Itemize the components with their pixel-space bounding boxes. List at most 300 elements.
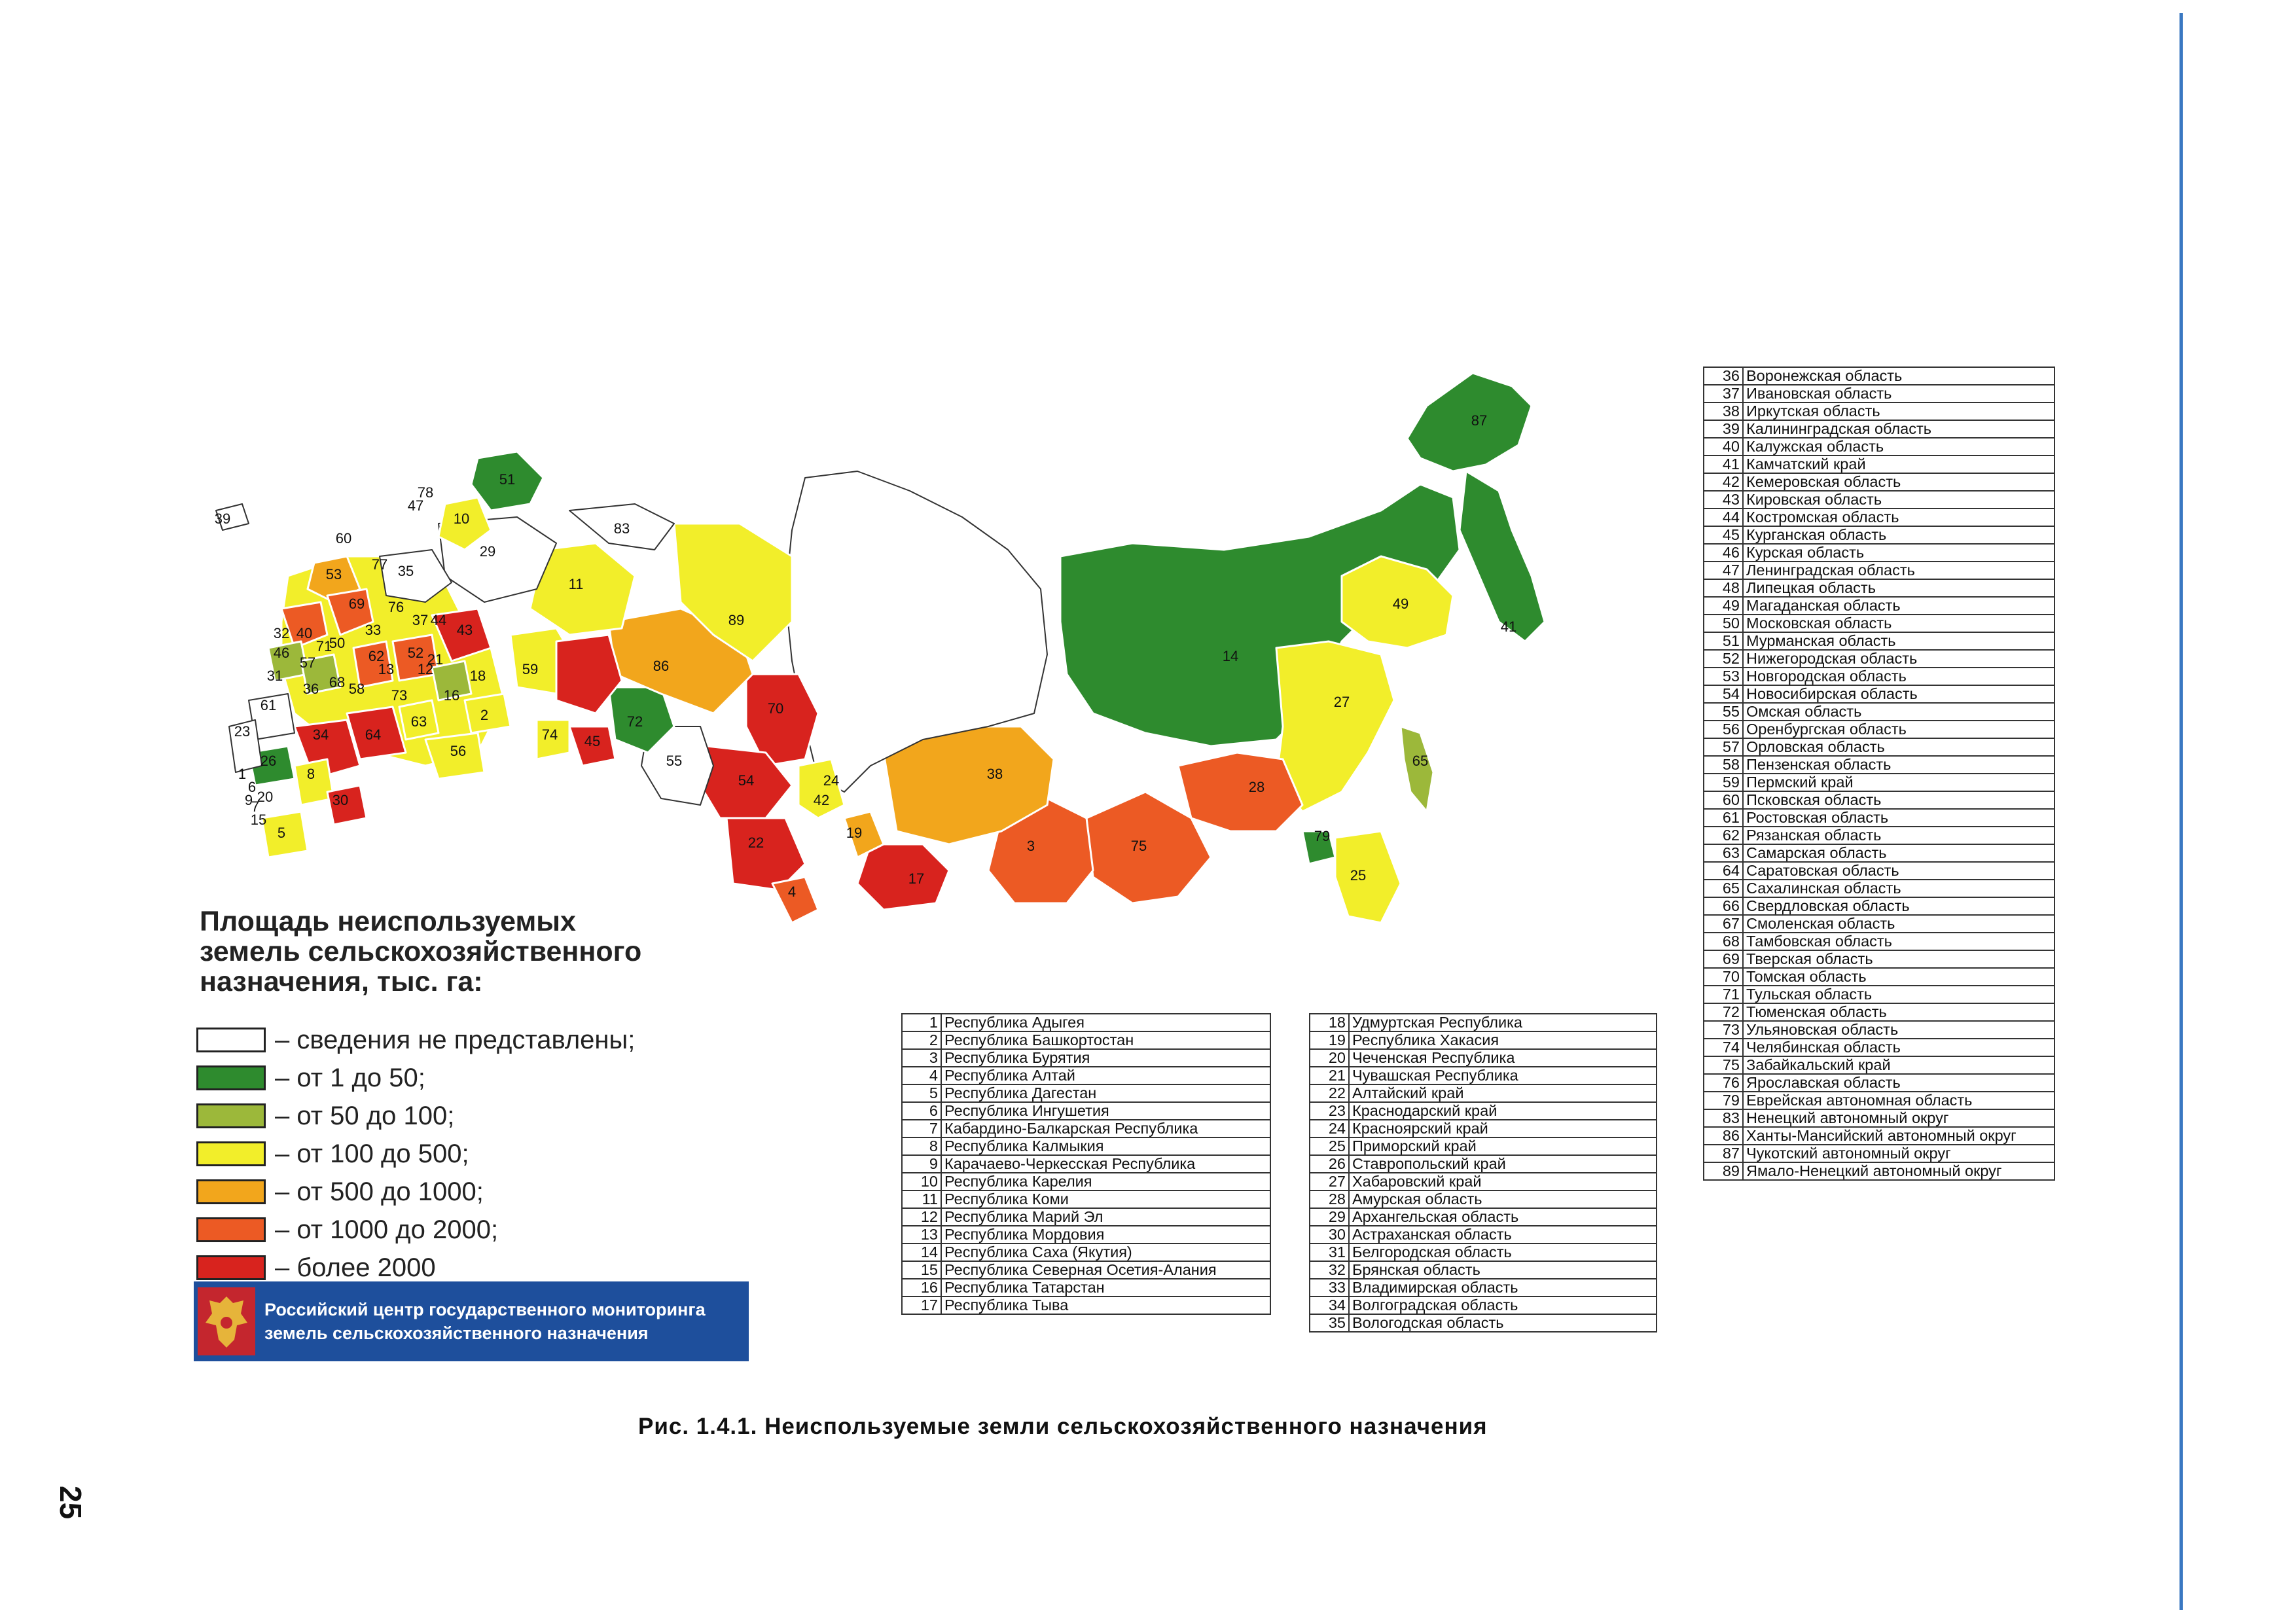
- region-number: 30: [1310, 1226, 1349, 1243]
- region-name: Алтайский край: [1349, 1084, 1657, 1102]
- region-number: 64: [1704, 862, 1743, 880]
- table-row: [1704, 1127, 2054, 1145]
- region-number: 31: [1310, 1243, 1349, 1261]
- region-name: Ямало-Ненецкий автономный округ: [1743, 1162, 2054, 1180]
- map-region-label: 64: [365, 726, 382, 743]
- table-row: [1704, 915, 2054, 933]
- region-name: Ханты-Мансийский автономный округ: [1743, 1127, 2054, 1145]
- figure-caption: Рис. 1.4.1. Неиспользуемые земли сельскохозяйственного назначения: [638, 1414, 1488, 1439]
- map-region-label: 16: [443, 687, 460, 704]
- table-row: [902, 1049, 1270, 1067]
- table-row: [1704, 367, 2054, 385]
- table-row: [902, 1173, 1270, 1190]
- region-name: Республика Башкортостан: [941, 1031, 1270, 1049]
- region-name: Самарская область: [1743, 844, 2054, 862]
- map-region-label: 79: [1314, 828, 1331, 844]
- map-region-label: 22: [747, 834, 764, 851]
- region-name: Республика Северная Осетия-Алания: [941, 1261, 1270, 1279]
- table-row: [1704, 402, 2054, 420]
- region-number: 8: [902, 1137, 941, 1155]
- region-name: Приморский край: [1349, 1137, 1657, 1155]
- legend-list: [196, 1021, 635, 1287]
- map-region-label: 62: [368, 648, 385, 664]
- region-number: 45: [1704, 526, 1743, 544]
- table-row: [1704, 703, 2054, 721]
- table-row: [1310, 1243, 1657, 1261]
- region-name: Красноярский край: [1349, 1120, 1657, 1137]
- map-region-label: 63: [410, 713, 427, 730]
- table-row: [1310, 1155, 1657, 1173]
- map-region-label: 76: [387, 599, 404, 615]
- map-region-label: 11: [568, 576, 584, 592]
- region-number: 12: [902, 1208, 941, 1226]
- region-number: 72: [1704, 1003, 1743, 1021]
- region-number: 43: [1704, 491, 1743, 509]
- table-row: [1310, 1067, 1657, 1084]
- table-row: [1704, 385, 2054, 402]
- map-region-label: 26: [260, 753, 277, 769]
- region-number: 39: [1704, 420, 1743, 438]
- region-name: Забайкальский край: [1743, 1056, 2054, 1074]
- table-row: [1704, 1074, 2054, 1092]
- table-row: [902, 1014, 1270, 1031]
- map-region-label: 70: [767, 700, 784, 717]
- table-row: [902, 1190, 1270, 1208]
- region-name: Томская область: [1743, 968, 2054, 986]
- region-name: Чукотский автономный округ: [1743, 1145, 2054, 1162]
- table-row: [1704, 950, 2054, 968]
- map-region-label: 17: [908, 870, 925, 887]
- region-number: 59: [1704, 774, 1743, 791]
- legend-item: [196, 1059, 635, 1097]
- legend-swatch: [196, 1028, 266, 1052]
- map-region-label: 52: [407, 645, 424, 661]
- region-name: Ярославская область: [1743, 1074, 2054, 1092]
- region-number: 47: [1704, 562, 1743, 579]
- region-number: 14: [902, 1243, 941, 1261]
- region-number: 34: [1310, 1297, 1349, 1314]
- map-region-label: 78: [417, 484, 434, 501]
- map-region-label: 18: [469, 668, 486, 684]
- table-row: [1704, 1092, 2054, 1109]
- region-name: Кировская область: [1743, 491, 2054, 509]
- legend-swatch: [196, 1065, 266, 1090]
- legend-item: [196, 1173, 635, 1211]
- region-number: 60: [1704, 791, 1743, 809]
- region-number: 10: [902, 1173, 941, 1190]
- legend-title-line2: земель сельскохозяйственного: [200, 936, 642, 967]
- map-region-label: 54: [738, 772, 755, 789]
- region-number: 83: [1704, 1109, 1743, 1127]
- region-name: Еврейская автономная область: [1743, 1092, 2054, 1109]
- region-number: 17: [902, 1297, 941, 1314]
- organization-name-line1: Российский центр государственного мониторинга: [264, 1300, 706, 1319]
- region-name: Пермский край: [1743, 774, 2054, 791]
- region-name: Камчатский край: [1743, 456, 2054, 473]
- region-number: 5: [902, 1084, 941, 1102]
- legend-item: [196, 1211, 635, 1249]
- region-number: 68: [1704, 933, 1743, 950]
- region-name: Архангельская область: [1349, 1208, 1657, 1226]
- region-name: Рязанская область: [1743, 827, 2054, 844]
- legend-label: – от 50 до 100;: [275, 1101, 455, 1130]
- region-name: Хабаровский край: [1349, 1173, 1657, 1190]
- region-number: 51: [1704, 632, 1743, 650]
- region-name: Волгоградская область: [1349, 1297, 1657, 1314]
- table-row: [1704, 632, 2054, 650]
- map-region-label: 27: [1333, 694, 1350, 710]
- table-row: [1310, 1173, 1657, 1190]
- region-name: Республика Хакасия: [1349, 1031, 1657, 1049]
- region-name: Свердловская область: [1743, 897, 2054, 915]
- map-region-label: 58: [348, 681, 365, 697]
- region-name: Пензенская область: [1743, 756, 2054, 774]
- table-row: [1704, 491, 2054, 509]
- table-row: [1704, 668, 2054, 685]
- map-region-label: 24: [823, 772, 840, 789]
- region-name: Кабардино-Балкарская Республика: [941, 1120, 1270, 1137]
- table-row: [1704, 862, 2054, 880]
- region-number: 66: [1704, 897, 1743, 915]
- region-name: Вологодская область: [1349, 1314, 1657, 1332]
- table-row: [1310, 1137, 1657, 1155]
- table-row: [1310, 1314, 1657, 1332]
- region-number: 15: [902, 1261, 941, 1279]
- table-row: [1310, 1084, 1657, 1102]
- region-name: Орловская область: [1743, 738, 2054, 756]
- map-region-label: 40: [296, 625, 313, 641]
- map-region-label: 37: [412, 612, 429, 628]
- region-number: 27: [1310, 1173, 1349, 1190]
- region-number: 41: [1704, 456, 1743, 473]
- map-region-label: 49: [1392, 596, 1409, 612]
- region-name: Костромская область: [1743, 509, 2054, 526]
- region-number: 63: [1704, 844, 1743, 862]
- map-region-label: 56: [450, 743, 467, 759]
- map-region-label: 10: [453, 510, 470, 527]
- table-row: [1704, 544, 2054, 562]
- region-number: 86: [1704, 1127, 1743, 1145]
- table-row: [1704, 526, 2054, 544]
- region-name: Новгородская область: [1743, 668, 2054, 685]
- map-region-label: 34: [312, 726, 329, 743]
- map-region-label: 35: [397, 563, 414, 579]
- region-name: Иркутская область: [1743, 402, 2054, 420]
- legend-label: – от 100 до 500;: [275, 1139, 469, 1168]
- table-row: [1310, 1208, 1657, 1226]
- region-name: Ставропольский край: [1349, 1155, 1657, 1173]
- region-number: 36: [1704, 367, 1743, 385]
- table-row: [902, 1084, 1270, 1102]
- legend-swatch: [196, 1217, 266, 1242]
- legend-swatch: [196, 1141, 266, 1166]
- region-name: Республика Тыва: [941, 1297, 1270, 1314]
- table-row: [1704, 756, 2054, 774]
- table-row: [1310, 1014, 1657, 1031]
- table-row: [902, 1226, 1270, 1243]
- region-number: 33: [1310, 1279, 1349, 1297]
- organization-banner: [194, 1281, 749, 1361]
- map-region-label: 42: [813, 792, 830, 808]
- map-region-label: 28: [1248, 779, 1265, 795]
- map-region-label: 30: [332, 792, 349, 808]
- region-name: Нижегородская область: [1743, 650, 2054, 668]
- table-row: [1704, 562, 2054, 579]
- map-region-label: 86: [653, 658, 670, 674]
- table-row: [1704, 933, 2054, 950]
- region-number: 23: [1310, 1102, 1349, 1120]
- region-name: Мурманская область: [1743, 632, 2054, 650]
- region-table-3: [1703, 367, 2055, 1181]
- region-number: 32: [1310, 1261, 1349, 1279]
- legend-item: [196, 1021, 635, 1059]
- map-region-label: 14: [1222, 648, 1239, 664]
- table-row: [902, 1261, 1270, 1279]
- table-row: [1310, 1031, 1657, 1049]
- region-name: Республика Коми: [941, 1190, 1270, 1208]
- map-region-label: 12: [417, 661, 434, 677]
- region-name: Удмуртская Республика: [1349, 1014, 1657, 1031]
- table-row: [1704, 774, 2054, 791]
- region-number: 25: [1310, 1137, 1349, 1155]
- region-name: Калужская область: [1743, 438, 2054, 456]
- map-region-label: 61: [260, 697, 277, 713]
- table-row: [1704, 1021, 2054, 1039]
- region-number: 89: [1704, 1162, 1743, 1180]
- table-row: [902, 1155, 1270, 1173]
- region-number: 9: [902, 1155, 941, 1173]
- region-41: [1460, 471, 1545, 641]
- region-name: Омская область: [1743, 703, 2054, 721]
- region-number: 46: [1704, 544, 1743, 562]
- region-number: 71: [1704, 986, 1743, 1003]
- region-name: Республика Татарстан: [941, 1279, 1270, 1297]
- region-name: Новосибирская область: [1743, 685, 2054, 703]
- region-name: Республика Калмыкия: [941, 1137, 1270, 1155]
- region-number: 49: [1704, 597, 1743, 615]
- legend-item: [196, 1097, 635, 1135]
- table-row: [1310, 1190, 1657, 1208]
- table-row: [1310, 1049, 1657, 1067]
- map-region-label: 55: [666, 753, 683, 769]
- region-name: Тюменская область: [1743, 1003, 2054, 1021]
- table-row: [1704, 1109, 2054, 1127]
- region-name: Краснодарский край: [1349, 1102, 1657, 1120]
- table-row: [1704, 579, 2054, 597]
- table-row: [1704, 897, 2054, 915]
- region-name: Воронежская область: [1743, 367, 2054, 385]
- region-name: Чувашская Республика: [1349, 1067, 1657, 1084]
- region-number: 54: [1704, 685, 1743, 703]
- map-region-label: 5: [277, 825, 286, 841]
- table-row: [1704, 473, 2054, 491]
- region-name: Амурская область: [1349, 1190, 1657, 1208]
- map-region-label: 46: [273, 645, 290, 661]
- map-region-label: 77: [371, 556, 388, 573]
- region-number: 6: [902, 1102, 941, 1120]
- region-name: Сахалинская область: [1743, 880, 2054, 897]
- region-name: Кемеровская область: [1743, 473, 2054, 491]
- region-name: Калининградская область: [1743, 420, 2054, 438]
- map-region-label: 4: [787, 884, 797, 900]
- region-number: 55: [1704, 703, 1743, 721]
- region-number: 70: [1704, 968, 1743, 986]
- region-name: Тамбовская область: [1743, 933, 2054, 950]
- map-region-label: 45: [584, 733, 601, 749]
- table-row: [1704, 685, 2054, 703]
- region-name: Московская область: [1743, 615, 2054, 632]
- region-name: Республика Саха (Якутия): [941, 1243, 1270, 1261]
- table-row: [1704, 844, 2054, 862]
- map-region-label: 53: [325, 566, 342, 582]
- region-25: [1335, 831, 1401, 923]
- region-number: 74: [1704, 1039, 1743, 1056]
- region-name: Псковская область: [1743, 791, 2054, 809]
- region-name: Республика Мордовия: [941, 1226, 1270, 1243]
- map-region-label: 25: [1350, 867, 1367, 884]
- map-region-label: 51: [499, 471, 516, 488]
- region-name: Тверская область: [1743, 950, 2054, 968]
- region-number: 19: [1310, 1031, 1349, 1049]
- table-row: [1704, 738, 2054, 756]
- map-region-label: 68: [329, 674, 346, 690]
- map-region-label: 19: [846, 825, 863, 841]
- legend-swatch: [196, 1179, 266, 1204]
- region-name: Ненецкий автономный округ: [1743, 1109, 2054, 1127]
- region-name: Брянская область: [1349, 1261, 1657, 1279]
- table-row: [1704, 438, 2054, 456]
- region-name: Саратовская область: [1743, 862, 2054, 880]
- map-region-label: 39: [214, 510, 231, 527]
- region-number: 67: [1704, 915, 1743, 933]
- region-name: Республика Бурятия: [941, 1049, 1270, 1067]
- map-region-label: 6: [247, 779, 257, 795]
- region-number: 61: [1704, 809, 1743, 827]
- legend-label: – от 1000 до 2000;: [275, 1215, 499, 1244]
- region-name: Курская область: [1743, 544, 2054, 562]
- region-28: [1178, 753, 1302, 831]
- table-row: [1704, 809, 2054, 827]
- legend-label: – сведения не представлены;: [275, 1025, 636, 1054]
- table-row: [1704, 880, 2054, 897]
- region-number: 26: [1310, 1155, 1349, 1173]
- table-row: [1310, 1102, 1657, 1120]
- legend-title-line1: Площадь неиспользуемых: [200, 906, 576, 937]
- page-number: 25: [54, 1486, 88, 1520]
- region-number: 1: [902, 1014, 941, 1031]
- legend-swatch: [196, 1103, 266, 1128]
- table-row: [1704, 597, 2054, 615]
- table-row: [1704, 1145, 2054, 1162]
- map-region-label: 1: [238, 766, 247, 782]
- table-row: [1704, 1056, 2054, 1074]
- table-row: [902, 1297, 1270, 1314]
- map-region-label: 21: [427, 651, 444, 668]
- region-number: 62: [1704, 827, 1743, 844]
- region-name: Смоленская область: [1743, 915, 2054, 933]
- map-region-label: 33: [365, 622, 382, 638]
- region-number: 75: [1704, 1056, 1743, 1074]
- region-number: 20: [1310, 1049, 1349, 1067]
- region-number: 48: [1704, 579, 1743, 597]
- region-17: [857, 844, 949, 910]
- table-row: [1704, 615, 2054, 632]
- map-region-label: 47: [407, 497, 424, 514]
- region-name: Республика Ингушетия: [941, 1102, 1270, 1120]
- map-region-label: 72: [626, 713, 643, 730]
- table-row: [1310, 1226, 1657, 1243]
- table-row: [902, 1120, 1270, 1137]
- region-number: 7: [902, 1120, 941, 1137]
- map-region-label: 32: [273, 625, 290, 641]
- table-row: [1704, 1003, 2054, 1021]
- map-region-label: 44: [430, 612, 447, 628]
- table-row: [1704, 827, 2054, 844]
- table-row: [902, 1031, 1270, 1049]
- map-region-label: 31: [266, 668, 283, 684]
- map-region-label: 9: [244, 792, 253, 808]
- region-name: Республика Алтай: [941, 1067, 1270, 1084]
- region-name: Владимирская область: [1349, 1279, 1657, 1297]
- region-number: 42: [1704, 473, 1743, 491]
- region-name: Карачаево-Черкесская Республика: [941, 1155, 1270, 1173]
- region-number: 44: [1704, 509, 1743, 526]
- map-region-label: 87: [1471, 412, 1488, 429]
- map-region-label: 83: [613, 520, 630, 537]
- legend-label: – от 1 до 50;: [275, 1063, 425, 1092]
- region-name: Челябинская область: [1743, 1039, 2054, 1056]
- map-region-label: 50: [329, 635, 346, 651]
- map-region-label: 36: [302, 681, 319, 697]
- region-number: 21: [1310, 1067, 1349, 1084]
- table-row: [902, 1137, 1270, 1155]
- map-region-label: 60: [335, 530, 352, 546]
- map-region-label: 3: [1026, 838, 1035, 854]
- region-number: 35: [1310, 1314, 1349, 1332]
- region-number: 40: [1704, 438, 1743, 456]
- region-number: 79: [1704, 1092, 1743, 1109]
- table-row: [902, 1208, 1270, 1226]
- region-name: Ленинградская область: [1743, 562, 2054, 579]
- region-number: 38: [1704, 402, 1743, 420]
- map-region-label: 43: [456, 622, 473, 638]
- organization-name: [264, 1298, 706, 1345]
- region-name: Республика Дагестан: [941, 1084, 1270, 1102]
- legend-title-line3: назначения, тыс. га:: [200, 966, 483, 997]
- region-65: [1401, 726, 1433, 812]
- region-name: Курганская область: [1743, 526, 2054, 544]
- table-row: [1704, 420, 2054, 438]
- table-row: [1310, 1297, 1657, 1314]
- region-number: 58: [1704, 756, 1743, 774]
- region-number: 56: [1704, 721, 1743, 738]
- map-region-label: 73: [391, 687, 408, 704]
- legend-swatch: [196, 1255, 266, 1280]
- map-region-label: 69: [348, 596, 365, 612]
- map-region-label: 59: [522, 661, 539, 677]
- map-region-label: 20: [257, 789, 274, 805]
- table-row: [1704, 791, 2054, 809]
- legend-label: – от 500 до 1000;: [275, 1177, 484, 1206]
- region-number: 13: [902, 1226, 941, 1243]
- table-row: [1310, 1279, 1657, 1297]
- region-number: 11: [902, 1190, 941, 1208]
- region-name: Республика Адыгея: [941, 1014, 1270, 1031]
- map-region-label: 23: [234, 723, 251, 740]
- table-row: [1704, 456, 2054, 473]
- region-table-1: [901, 1013, 1271, 1315]
- russia-choropleth-map: [214, 360, 1623, 982]
